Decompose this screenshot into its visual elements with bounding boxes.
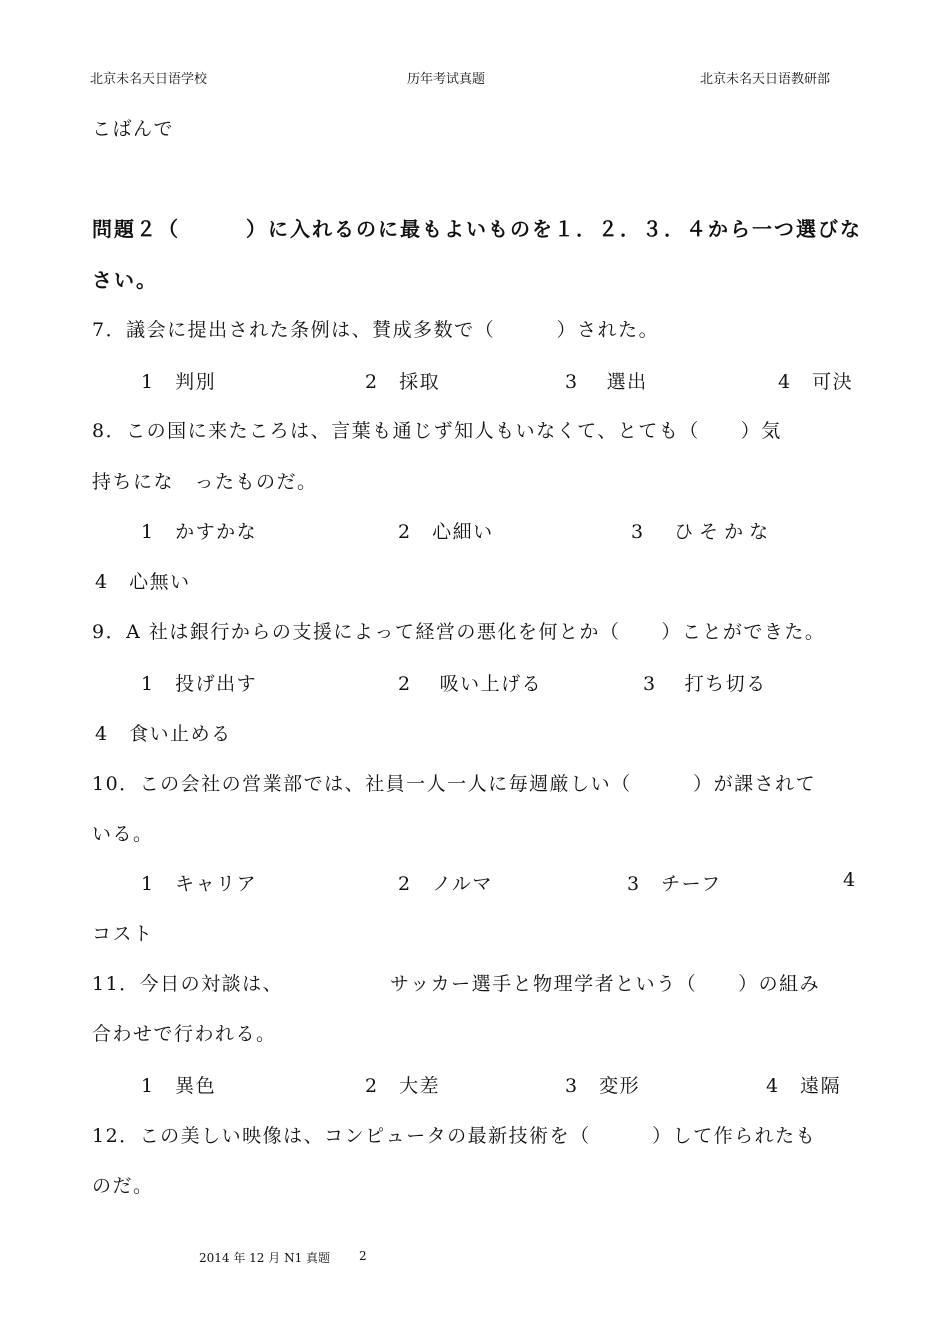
q8-option-1: 1 かすかな — [141, 521, 258, 543]
q11-option-4: 4 遠隔 — [766, 1075, 842, 1097]
q10-option-2: 2 ノルマ — [398, 873, 493, 895]
question-10: 10．この会社の営業部では、社員一人一人に毎週厳しい（ ）が課されて — [92, 773, 817, 795]
q8-option-3: 3 ひそかな — [631, 521, 775, 543]
section-title: 問題２（ ）に入れるのに最もよいものを１．２．３．４から一つ選びな — [92, 217, 862, 241]
footer-label: 2014 年 12 月 N1 真题 — [199, 1251, 331, 1265]
question-9: 9．A 社は銀行からの支援によって経営の悪化を何とか（ ）ことができた。 — [92, 621, 826, 643]
q7-option-4: 4 可決 — [778, 371, 854, 393]
header-right: 北京未名天日语教研部 — [700, 72, 831, 87]
q7-option-1: 1 判別 — [141, 371, 217, 393]
question-10-cont: いる。 — [92, 823, 154, 845]
q11-option-2: 2 大差 — [365, 1075, 441, 1097]
q8-option-4: 4 心無い — [95, 571, 191, 593]
question-12: 12．この美しい映像は、コンピュータの最新技術を（ ）して作られたも — [92, 1125, 817, 1147]
page-number: 2 — [359, 1249, 367, 1263]
q9-option-1: 1 投げ出す — [141, 673, 258, 695]
header-left: 北京未名天日语学校 — [90, 72, 208, 87]
question-12-cont: のだ。 — [92, 1175, 154, 1197]
q11-option-3: 3 変形 — [565, 1075, 641, 1097]
question-11: 11．今日の対談は、 — [92, 973, 284, 995]
question-7: 7．議会に提出された条例は、賛成多数で（ ）された。 — [92, 319, 660, 341]
section-title-cont: さい。 — [92, 268, 158, 292]
q10-option-1: 1 キャリア — [141, 873, 258, 895]
question-11-part2: サッカー選手と物理学者という（ ）の組み — [390, 973, 821, 995]
q10-option-3: 3 チーフ — [627, 873, 722, 895]
q9-option-2: 2 吸い上げる — [398, 673, 543, 695]
q9-option-4: 4 食い止める — [95, 723, 232, 745]
header-center: 历年考试真题 — [407, 72, 486, 87]
question-11-cont: 合わせで行われる。 — [92, 1023, 277, 1045]
question-8-cont: 持ちにな ったものだ。 — [92, 471, 318, 493]
q11-option-1: 1 異色 — [141, 1075, 217, 1097]
carryover-text: こばんで — [92, 118, 175, 140]
question-8: 8．この国に来たころは、言葉も通じず知人もいなくて、とても（ ）気 — [92, 420, 782, 442]
q10-option-4-number: 4 — [843, 869, 857, 891]
q9-option-3: 3 打ち切る — [643, 673, 767, 695]
q8-option-2: 2 心細い — [398, 521, 494, 543]
q7-option-2: 2 採取 — [365, 371, 441, 393]
q7-option-3: 3 選出 — [565, 371, 648, 393]
q10-option-4-text: コスト — [92, 923, 154, 945]
